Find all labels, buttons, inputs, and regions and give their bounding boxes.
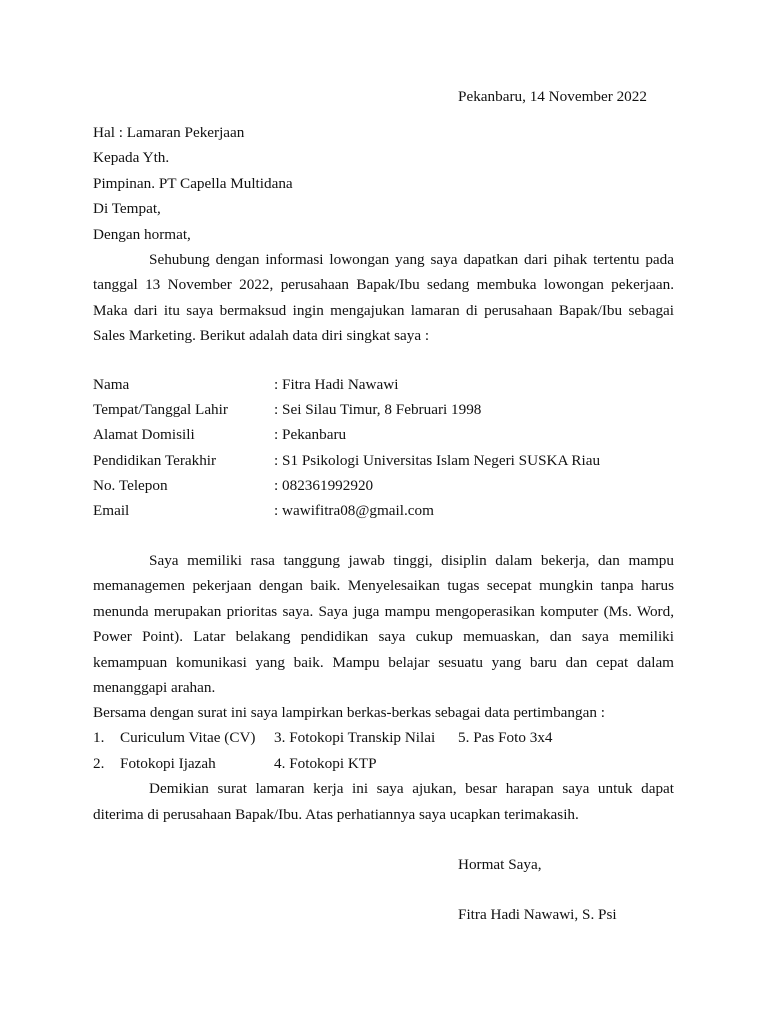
body-line: Power Point). Latar belakang pendidikan saya cukup memuaskan, dan saya memiliki: [93, 628, 674, 645]
data-value-nama: : Fitra Hadi Nawawi: [274, 376, 399, 393]
data-value-alamat: : Pekanbaru: [274, 426, 347, 443]
body-line: menanggapi arahan.: [93, 679, 216, 696]
attachment-item: Curiculum Vitae (CV): [120, 729, 256, 746]
attachment-item: 4. Fotokopi KTP: [274, 755, 377, 772]
letter-greeting: Dengan hormat,: [93, 226, 191, 243]
letter-place: Di Tempat,: [93, 200, 161, 217]
data-value-email: : wawifitra08@gmail.com: [274, 502, 434, 519]
attachment-item: 5. Pas Foto 3x4: [458, 729, 553, 746]
intro-line: Sehubung dengan informasi lowongan yang saya dapatkan dari pihak tertentu pada: [149, 251, 674, 268]
attachment-number: 2.: [93, 755, 105, 772]
letter-to: Kepada Yth.: [93, 149, 170, 166]
attachment-number: 1.: [93, 729, 105, 746]
body-line: kemampuan komunikasi yang baik. Mampu belajar sesuatu yang baru dan cepat dalam: [93, 654, 674, 671]
data-value-telepon: : 082361992920: [274, 477, 374, 494]
data-value-pendidikan: : S1 Psikologi Universitas Islam Negeri SUSKA Riau: [274, 452, 601, 469]
signature-name: Fitra Hadi Nawawi, S. Psi: [458, 906, 617, 923]
data-label-pendidikan: Pendidikan Terakhir: [93, 452, 217, 469]
body-line: memanagemen pekerjaan dengan baik. Menyelesaikan tugas secepat mungkin tanpa harus: [93, 577, 674, 594]
body-line: Saya memiliki rasa tanggung jawab tinggi, disiplin dalam bekerja, dan mampu: [149, 552, 674, 569]
intro-line: Sales Marketing. Berikut adalah data diri singkat saya :: [93, 327, 430, 344]
attachment-item: Fotokopi Ijazah: [120, 755, 216, 772]
data-value-ttl: : Sei Silau Timur, 8 Februari 1998: [274, 401, 482, 418]
letter-date: Pekanbaru, 14 November 2022: [458, 88, 647, 105]
regards: Hormat Saya,: [458, 856, 542, 873]
attachment-item: 3. Fotokopi Transkip Nilai: [274, 729, 436, 746]
data-label-telepon: No. Telepon: [93, 477, 168, 494]
intro-line: Maka dari itu saya bermaksud ingin mengajukan lamaran di perusahaan Bapak/Ibu sebagai: [93, 302, 674, 319]
letter-subject: Hal : Lamaran Pekerjaan: [93, 124, 245, 141]
closing-line: diterima di perusahaan Bapak/Ibu. Atas perhatiannya saya ucapkan terimakasih.: [93, 806, 579, 823]
data-label-email: Email: [93, 502, 130, 519]
intro-line: tanggal 13 November 2022, perusahaan Bapak/Ibu sedang membuka lowongan pekerjaan.: [93, 276, 674, 293]
closing-line: Demikian surat lamaran kerja ini saya ajukan, besar harapan saya untuk dapat: [149, 780, 674, 797]
body-line: menunda merupakan prioritas saya. Saya juga mampu mengoperasikan komputer (Ms. Word,: [93, 603, 674, 620]
data-label-nama: Nama: [93, 376, 130, 393]
data-label-alamat: Alamat Domisili: [93, 426, 195, 443]
attachments-intro: Bersama dengan surat ini saya lampirkan berkas-berkas sebagai data pertimbangan :: [93, 704, 605, 721]
letter-recipient: Pimpinan. PT Capella Multidana: [93, 175, 293, 192]
data-label-ttl: Tempat/Tanggal Lahir: [93, 401, 228, 418]
